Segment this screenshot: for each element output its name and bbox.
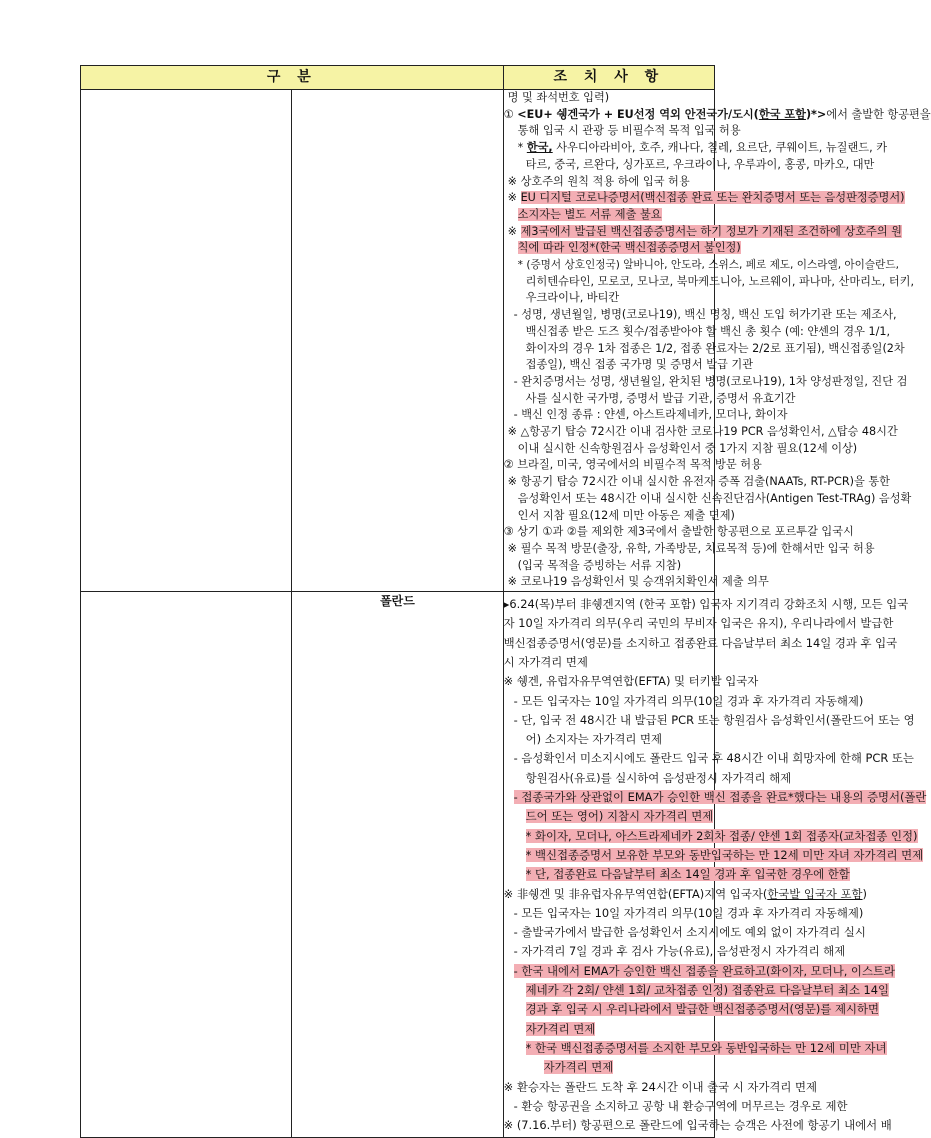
text-line — [504, 788, 927, 807]
text-line — [504, 981, 890, 1000]
highlighted-text: 자가격리 면제 — [543, 1060, 614, 1075]
text-line — [504, 207, 714, 224]
text-line — [504, 140, 888, 157]
text-line: 통해 입국 시 관광 등 비필수적 목적 입국 허용 — [517, 124, 741, 138]
circled-number: ① — [503, 107, 518, 121]
text-line: 타르, 중국, 르완다, 싱가포르, 우크라이나, 우루과이, 홍콩, 마카오, 대만 — [525, 157, 875, 171]
text-line: (입국 목적을 증빙하는 서류 지참) — [517, 558, 682, 572]
text-line: ※ 환승자는 폴란드 도착 후 24시간 이내 출국 시 자가격리 면제 — [503, 1079, 817, 1094]
text-line: ※ (7.16.부터) 항공편으로 폴란드에 입국하는 승객은 사전에 항공기 내에서 배 — [503, 1118, 892, 1133]
text-line — [503, 885, 867, 904]
text-line: - 출발국가에서 발급한 음성확인서 소지시에도 예외 없이 자가격리 실시 — [513, 925, 866, 940]
bold-text: )*> — [805, 107, 827, 121]
text-line — [504, 807, 714, 826]
text-line — [504, 1020, 714, 1039]
text-line: ※ 상호주의 원칙 적용 하에 입국 허용 — [507, 174, 690, 188]
text-line: 인서 지참 필요(12세 미만 아동은 제출 면제) — [517, 508, 735, 522]
text-span: 에서 출발한 항공편을 — [826, 107, 931, 121]
text-line: - 백신 인정 종류 : 얀센, 아스트라제네카, 모더나, 화이자 — [513, 408, 788, 422]
text-span: ※ — [507, 224, 521, 238]
header-measures: 조 치 사 항 — [503, 66, 714, 90]
text-line: 화이자의 경우 1차 접종은 1/2, 접종 완료자는 2/2로 표기됨), 백신접종일(2차 — [525, 341, 905, 355]
text-line: 항원검사(유료)를 실시하여 음성판정시 자가격리 해제 — [525, 770, 792, 785]
highlighted-text: 경과 후 입국 시 우리나라에서 발급한 백신접종증명서(영문)를 제시하면 — [525, 1002, 879, 1017]
text-line — [504, 1058, 714, 1077]
text-line — [504, 240, 741, 257]
region-cell — [81, 90, 292, 592]
text-line — [504, 865, 850, 884]
text-line: - 자가격리 7일 경과 후 검사 가능(유료), 음성판정시 자가격리 해제 — [513, 944, 846, 959]
text-line — [504, 1039, 887, 1058]
text-line: * (증명서 상호인정국) 알바니아, 안도라, 스위스, 페로 제도, 이스라엘, 아이슬란드, — [517, 259, 899, 272]
underlined-text: 한국 포함 — [758, 107, 806, 121]
highlighted-text: 자가격리 면제 — [525, 1021, 596, 1036]
highlighted-text: EU 디지털 코로나증명서(백신접종 완료 또는 완치증명서 또는 음성판정증명서) — [520, 191, 905, 205]
text-line: - 모든 입국자는 10일 자가격리 의무(10일 경과 후 자가격리 자동해제) — [513, 905, 864, 920]
text-line: ※ △항공기 탑승 72시간 이내 검사한 코로나19 PCR 음성확인서, △탑승 48시간 — [507, 425, 898, 439]
highlighted-text: 제네카 각 2회/ 얀센 1회/ 교차접종 인정) 접종완료 다음날부터 최소 14일 — [525, 983, 890, 998]
text-line: 음성확인서 또는 48시간 이내 실시한 신속진단검사(Antigen Test-TRAg) 음성확 — [517, 491, 912, 505]
highlighted-text: * 백신접종증명서 보유한 부모와 동반입국하는 만 12세 미만 자녀 자가격리 면제 — [525, 847, 924, 862]
measures-cell-poland — [503, 592, 927, 1138]
highlighted-text: - 한국 내에서 EMA가 승인한 백신 접종을 완료하고(화이자, 모더나, 이스트라 — [513, 963, 895, 978]
header-category: 구 분 — [81, 66, 504, 90]
text-line: ※ 쉥겐, 유럽자유무역연합(EFTA) 및 터키발 입국자 — [503, 674, 759, 689]
text-line: ② 브라질, 미국, 영국에서의 비필수적 목적 방문 허용 — [503, 458, 762, 472]
text-line — [504, 827, 918, 846]
text-span: ※ 非쉥겐 및 非유럽자유무역연합(EFTA)지역 입국자( — [503, 886, 768, 901]
text-span: * — [517, 141, 527, 155]
text-line — [504, 846, 924, 865]
underlined-text: 한국발 입국자 포함 — [767, 886, 863, 901]
text-line — [503, 107, 931, 124]
text-line: - 모든 입국자는 10일 자가격리 의무(10일 경과 후 자가격리 자동해제) — [513, 693, 864, 708]
country-cell — [292, 90, 503, 592]
header-row — [81, 66, 715, 90]
highlighted-text: 소지자는 별도 서류 제출 불요 — [517, 207, 662, 221]
highlighted-text: 칙에 따라 인정*(한국 백신접종증명서 불인정) — [517, 241, 741, 255]
text-line: ※ 필수 목적 방문(출장, 유학, 가족방문, 치료목적 등)에 한해서만 입국 허용 — [507, 541, 875, 555]
text-line — [504, 962, 895, 981]
text-line: - 환승 항공권을 소지하고 공항 내 환승구역에 머무르는 경우로 제한 — [513, 1098, 848, 1113]
text-span: ) — [862, 886, 867, 901]
text-line: 자 10일 자가격리 의무(우리 국민의 무비자 입국은 유지), 우리나라에서 발급한 — [503, 616, 894, 631]
text-line: 어) 소지자는 자가격리 면제 — [525, 732, 662, 747]
text-line: 백신접종증명서(영문)를 소지하고 접종완료 다음날부터 최소 14일 경과 후 입국 — [503, 635, 898, 650]
text-line — [504, 224, 902, 241]
text-line: 사를 실시한 국가명, 증명서 발급 기관, 증명서 유효기간 — [525, 391, 796, 405]
text-span: ※ — [507, 191, 521, 205]
text-line: 시 자가격리 면제 — [503, 654, 588, 669]
text-line — [504, 190, 905, 207]
text-line: ※ 항공기 탑승 72시간 이내 실시한 유전자 증폭 검출(NAATs, RT-PCR)을 통한 — [507, 475, 890, 489]
region-cell — [81, 592, 292, 1138]
text-line: - 음성확인서 미소지시에도 폴란드 입국 후 48시간 이내 희망자에 한해 PCR 또는 — [513, 751, 914, 766]
highlighted-text: * 단, 접종완료 다음날부터 최소 14일 경과 후 입국한 경우에 한함 — [525, 867, 850, 882]
text-line: 명 및 좌석번호 입력) — [507, 91, 610, 104]
text-span: 사우디아라비아, 호주, 캐나다, 칠레, 요르단, 쿠웨이트, 뉴질랜드, 카 — [552, 141, 888, 155]
text-line: 백신접종 받은 도즈 횟수/접종받아야 할 백신 총 횟수 (예: 얀센의 경우 1/1, — [525, 324, 891, 338]
measures-table — [80, 65, 931, 1138]
measures-cell — [503, 90, 931, 592]
highlighted-text: - 접종국가와 상관없이 EMA가 승인한 백신 접종을 완료*했다는 내용의 증명서(폴란 — [513, 790, 927, 805]
table-row-poland — [81, 592, 715, 1138]
text-line: 리히텐슈타인, 모로코, 모나코, 북마케도니아, 노르웨이, 파나마, 산마리노, 터키, — [525, 274, 915, 288]
table-row — [81, 90, 715, 592]
text-line — [504, 1000, 879, 1019]
underlined-text: 한국, — [526, 141, 553, 155]
text-line: ▸6.24(목)부터 非쉥겐지역 (한국 포함) 입국자 지기격리 강화조치 시행, 모든 입국 — [503, 597, 909, 612]
highlighted-text: 드어 또는 영어) 지참시 자가격리 면제 — [525, 809, 714, 824]
text-line: 접종일), 백신 접종 국가명 및 증명서 발급 기관 — [525, 358, 753, 372]
text-line: - 완치증명서는 성명, 생년월일, 완치된 병명(코로나19), 1차 양성판정일, 진단 검 — [513, 374, 908, 388]
text-line: 이내 실시한 신속항원검사 음성확인서 중 1가지 지참 필요(12세 이상) — [517, 441, 858, 455]
highlighted-text: * 화이자, 모더나, 아스트라제네카 2회차 접종/ 얀센 1회 접종자(교차접종 인정) — [525, 828, 918, 843]
text-line: ③ 상기 ①과 ②를 제외한 제3국에서 출발한 항공편으로 포르투갈 입국시 — [503, 525, 854, 539]
country-cell-poland: 폴란드 — [292, 592, 503, 1138]
text-line: - 단, 입국 전 48시간 내 발급된 PCR 또는 항원검사 음성확인서(폴란드어 또는 영 — [513, 712, 915, 727]
bold-text: <EU+ 쉥겐국가 + EU선정 역외 안전국가/도시( — [517, 107, 759, 121]
text-line: - 성명, 생년월일, 병명(코로나19), 백신 명칭, 백신 도입 허가기관 또는 제조사, — [513, 308, 897, 322]
highlighted-text: * 한국 백신접종증명서를 소지한 부모와 동반입국하는 만 12세 미만 자녀 — [525, 1040, 887, 1055]
text-line: ※ 코로나19 음성확인서 및 승객위치확인서 제출 의무 — [507, 575, 769, 589]
text-line: 우크라이나, 바티칸 — [525, 291, 620, 305]
highlighted-text: 제3국에서 발급된 백신접종증명서는 하기 정보가 기재된 조건하에 상호주의 원 — [520, 224, 902, 238]
